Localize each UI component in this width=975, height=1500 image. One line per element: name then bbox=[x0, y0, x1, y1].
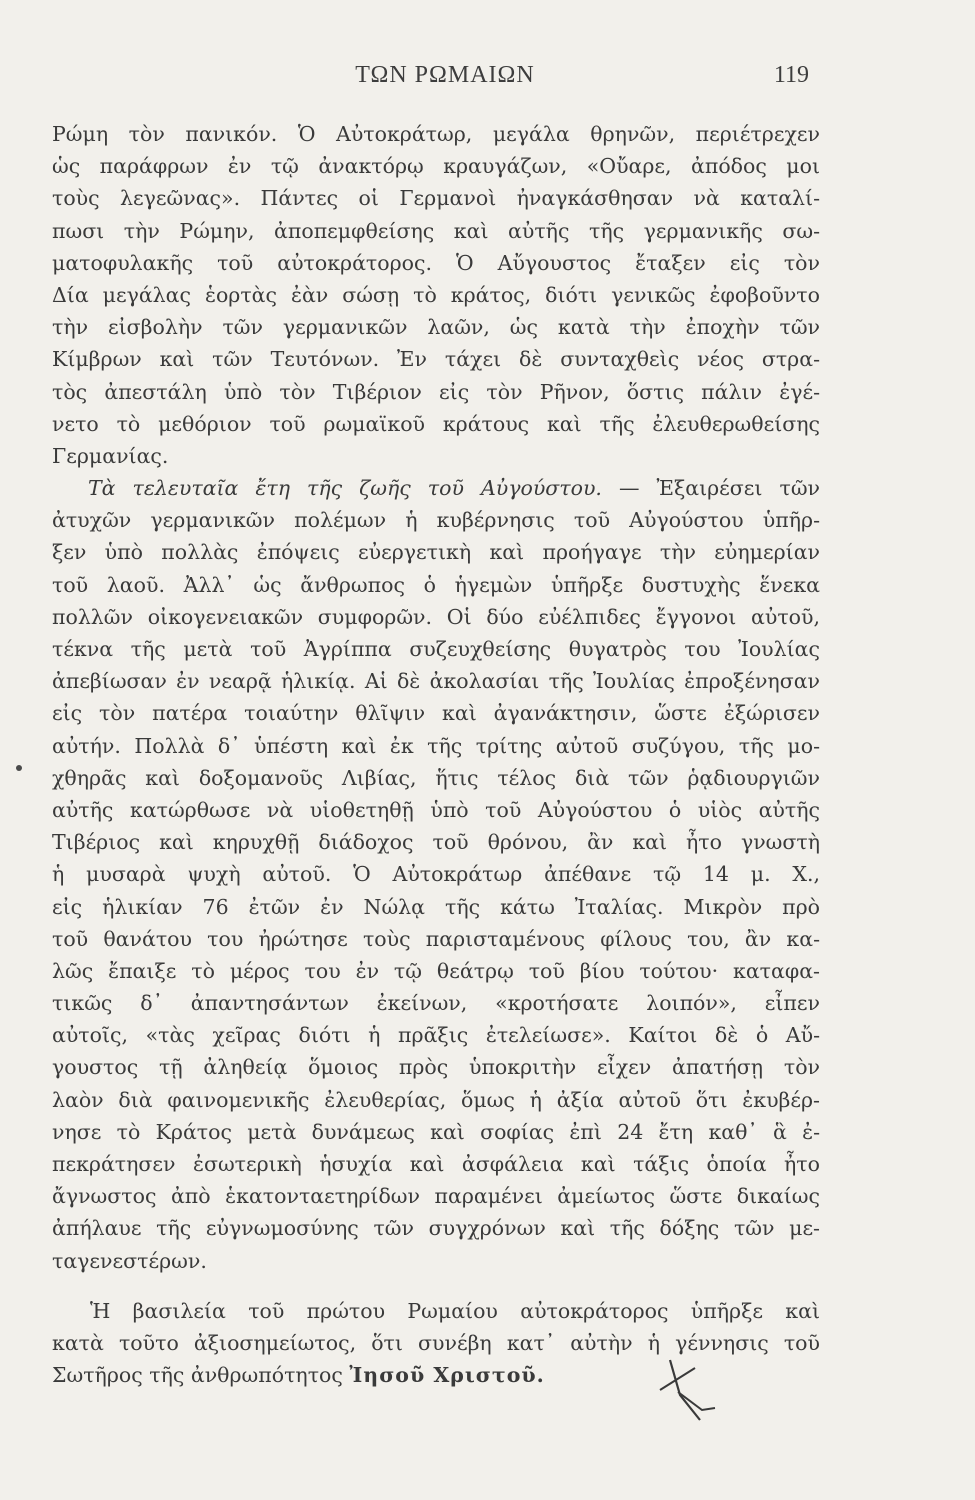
text-line: αὐτήν. Πολλὰ δ᾽ ὑπέστη καὶ ἐκ τῆς τρίτης αὐτοῦ συζύγου, τῆς μο- bbox=[52, 733, 820, 758]
text-line: ἄγνωστος ἀπὸ ἑκατονταετηρίδων παραμένει ἀμείωτος ὥστε δικαίως bbox=[52, 1184, 820, 1209]
text-line: Γερμανίας. bbox=[52, 443, 169, 468]
text-line: Ἡ βασιλεία τοῦ πρώτου Ρωμαίου αὐτοκράτορος ὑπῆρξε καὶ bbox=[90, 1298, 820, 1323]
text-line: τοῦ λαοῦ. Ἀλλ᾽ ὡς ἄνθρωπος ὁ ἡγεμὼν ὑπῆρξε δυστυχὴς ἕνεκα bbox=[52, 572, 820, 597]
section-heading-line bbox=[52, 472, 820, 504]
text-line: ἀπήλαυε τῆς εὐγνωμοσύνης τῶν συγχρόνων καὶ τῆς δόξης τῶν με- bbox=[52, 1216, 820, 1241]
text-line: τοῦ θανάτου του ἠρώτησε τοὺς παρισταμένους φίλους του, ἂν κα- bbox=[52, 926, 820, 951]
text-span: Σωτῆρος τῆς ἀνθρωπότητος bbox=[52, 1363, 350, 1388]
text-line: εἰς τὸν πατέρα τοιαύτην θλῖψιν καὶ ἀγανάκτησιν, ὥστε ἐξώρισεν bbox=[52, 701, 820, 726]
text-line: Τιβέριος καὶ κηρυχθῇ διάδοχος τοῦ θρόνου, ἂν καὶ ἦτο γνωστὴ bbox=[52, 830, 820, 855]
running-title: ΤΩΝ ΡΩΜΑΙΩΝ bbox=[355, 62, 535, 88]
body-text bbox=[52, 118, 820, 1391]
text-line: τικῶς δ᾽ ἀπαντησάντων ἐκείνων, «κροτήσατε λοιπόν», εἶπεν bbox=[52, 991, 820, 1016]
text-line: αὐτοῖς, «τὰς χεῖρας διότι ἡ πρᾶξις ἐτελείωσε». Καίτοι δὲ ὁ Αὔ- bbox=[52, 1023, 820, 1048]
section-heading: Τὰ τελευταῖα ἔτη τῆς ζωῆς τοῦ Αὐγούστου. bbox=[88, 476, 602, 501]
text-line: ξεν ὑπὸ πολλὰς ἐπόψεις εὐεργετικὴ καὶ προήγαγε τὴν εὐημερίαν bbox=[52, 540, 820, 565]
text-line: Κίμβρων καὶ τῶν Τευτόνων. Ἐν τάχει δὲ συνταχθεὶς νέος στρα- bbox=[52, 347, 820, 372]
page-number: 119 bbox=[773, 62, 809, 88]
text-line: Δία μεγάλας ἑορτὰς ἐὰν σώσῃ τὸ κράτος, διότι γενικῶς ἐφοβοῦντο bbox=[52, 282, 820, 307]
text-span: — Ἐξαιρέσει τῶν bbox=[601, 476, 820, 501]
text-line: λαὸν διὰ φαινομενικῆς ἐλευθερίας, ὅμως ἡ ἀξία αὐτοῦ ὅτι ἐκυβέρ- bbox=[52, 1087, 820, 1112]
text-line: κατὰ τοῦτο ἀξιοσημείωτος, ὅτι συνέβη κατ᾽ αὐτὴν ἡ γέννησις τοῦ bbox=[52, 1330, 820, 1355]
text-line: τέκνα τῆς μετὰ τοῦ Ἀγρίππα συζευχθείσης θυγατρὸς του Ἰουλίας bbox=[52, 637, 820, 661]
text-line: ἡ μυσαρὰ ψυχὴ αὐτοῦ. Ὁ Αὐτοκράτωρ ἀπέθανε τῷ 14 μ. Χ., bbox=[52, 862, 820, 887]
text-line: ματοφυλακῆς τοῦ αὐτοκράτορος. Ὁ Αὔγουστος ἔταξεν εἰς τὸν bbox=[52, 250, 820, 275]
bold-name: Ἰησοῦ Χριστοῦ. bbox=[349, 1363, 545, 1388]
running-header bbox=[0, 62, 975, 92]
text-line: πεκράτησεν ἐσωτερικὴ ἡσυχία καὶ ἀσφάλεια καὶ τάξις ὁποία ἦτο bbox=[52, 1152, 820, 1176]
text-line: γουστος τῇ ἀληθείᾳ ὅμοιος πρὸς ὑποκριτὴν εἶχεν ἀπατήσῃ τὸν bbox=[52, 1055, 820, 1080]
text-line: ὡς παράφρων ἐν τῷ ἀνακτόρῳ κραυγάζων, «Οὔαρε, ἀπόδος μοι bbox=[52, 154, 820, 179]
text-line: ταγενεστέρων. bbox=[52, 1248, 207, 1273]
handwritten-mark bbox=[640, 1350, 740, 1430]
margin-ink-dot bbox=[16, 765, 22, 771]
text-line: τὴν εἰσβολὴν τῶν γερμανικῶν λαῶν, ὡς κατὰ τὴν ἐποχὴν τῶν bbox=[52, 315, 820, 340]
text-line: λῶς ἔπαιξε τὸ μέρος του ἐν τῷ θεάτρῳ τοῦ βίου τούτου· καταφα- bbox=[52, 958, 820, 983]
paragraph-gap bbox=[52, 1277, 820, 1295]
text-line: αὐτῆς κατώρθωσε νὰ υἱοθετηθῇ ὑπὸ τοῦ Αὐγούστου ὁ υἱὸς αὐτῆς bbox=[52, 797, 820, 822]
text-line: τοὺς λεγεῶνας». Πάντες οἱ Γερμανοὶ ἠναγκάσθησαν νὰ καταλί- bbox=[52, 186, 820, 211]
text-line: πολλῶν οἰκογενειακῶν συμφορῶν. Οἱ δύο εὐέλπιδες ἔγγονοι αὐτοῦ, bbox=[52, 604, 820, 629]
text-line: νησε τὸ Κράτος μετὰ δυνάμεως καὶ σοφίας ἐπὶ 24 ἔτη καθ᾽ ἃ ἐ- bbox=[52, 1119, 820, 1144]
text-line: ἀπεβίωσαν ἐν νεαρᾷ ἡλικίᾳ. Αἱ δὲ ἀκολασίαι τῆς Ἰουλίας ἐπροξένησαν bbox=[52, 669, 820, 694]
text-line: ἀτυχῶν γερμανικῶν πολέμων ἡ κυβέρνησις τοῦ Αὐγούστου ὑπῆρ- bbox=[52, 508, 820, 533]
text-line: Ρώμη τὸν πανικόν. Ὁ Αὐτοκράτωρ, μεγάλα θρηνῶν, περιέτρεχεν bbox=[52, 122, 820, 146]
text-line: τὸς ἀπεστάλη ὑπὸ τὸν Τιβέριον εἰς τὸν Ρῆνον, ὅστις πάλιν ἐγέ- bbox=[52, 379, 820, 404]
text-line: χθηρᾶς καὶ δοξομανοῦς Λιβίας, ἥτις τέλος διὰ τῶν ῥᾳδιουργιῶν bbox=[52, 765, 820, 790]
text-line: εἰς ἡλικίαν 76 ἐτῶν ἐν Νώλᾳ τῆς κάτω Ἰταλίας. Μικρὸν πρὸ bbox=[52, 894, 820, 919]
text-line: νετο τὸ μεθόριον τοῦ ρωμαϊκοῦ κράτους καὶ τῆς ἐλευθερωθείσης bbox=[52, 411, 820, 436]
text-line: πωσι τὴν Ρώμην, ἀποπεμφθείσης καὶ αὐτῆς τῆς γερμανικῆς σω- bbox=[52, 218, 820, 243]
